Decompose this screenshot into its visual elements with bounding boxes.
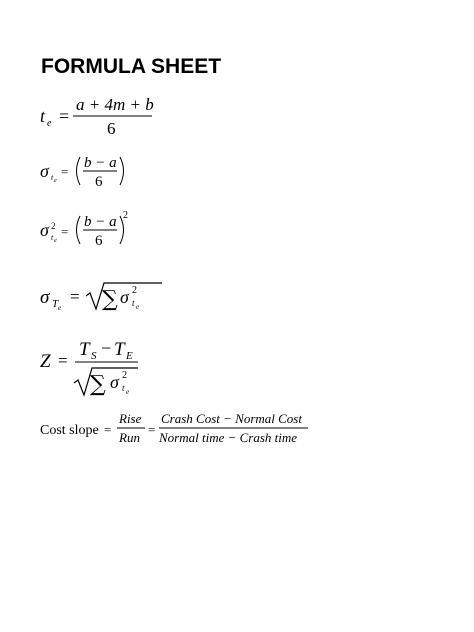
psd-inner-sub-sub: e xyxy=(136,303,140,311)
var-sub-sub: e xyxy=(54,238,57,244)
var-denominator: 6 xyxy=(95,233,103,249)
cs-label: Cost slope xyxy=(40,423,99,438)
cs-equals-1: = xyxy=(104,422,112,437)
z-num-s1: S xyxy=(91,350,97,362)
te-numerator: a + 4m + b xyxy=(76,95,154,114)
z-num-s2: E xyxy=(126,350,133,362)
z-num-minus: − xyxy=(101,338,112,358)
var-equals: = xyxy=(61,224,69,239)
psd-sigma: σ xyxy=(40,287,50,308)
z-equals: = xyxy=(58,351,68,370)
z-sum: ∑ xyxy=(90,372,106,397)
psd-sub-var: T xyxy=(52,298,59,310)
sd-sigma: σ xyxy=(40,161,49,181)
cs-equals-2: = xyxy=(148,422,156,437)
sd-denominator: 6 xyxy=(95,174,103,190)
te-lhs-sub: e xyxy=(47,118,52,129)
psd-inner-sub-var: t xyxy=(132,298,135,308)
cs-run: Run xyxy=(119,430,140,445)
var-sub-var: t xyxy=(51,233,54,242)
z-lhs: Z xyxy=(40,351,51,372)
var-outer-sup: 2 xyxy=(123,210,128,221)
z-inner-sup: 2 xyxy=(122,370,127,381)
z-inner-sub-sub: e xyxy=(126,388,130,396)
cs-numerator: Crash Cost − Normal Cost xyxy=(161,411,302,426)
te-equals: = xyxy=(59,106,70,126)
cs-denominator: Normal time − Crash time xyxy=(159,430,298,445)
sd-numerator: b − a xyxy=(84,155,117,171)
psd-inner-sigma: σ xyxy=(120,287,129,307)
psd-sub-sub: e xyxy=(58,304,62,312)
page-title: FORMULA SHEET xyxy=(41,55,222,78)
z-num-t1: T xyxy=(79,339,90,360)
te-denominator: 6 xyxy=(107,119,116,138)
psd-sum: ∑ xyxy=(102,287,118,312)
z-inner-sub-var: t xyxy=(122,383,125,393)
var-numerator: b − a xyxy=(84,214,117,230)
z-num-t2: T xyxy=(114,339,125,360)
var-sup: 2 xyxy=(51,221,56,231)
z-inner-sigma: σ xyxy=(110,372,119,392)
psd-inner-sup: 2 xyxy=(132,285,137,296)
cs-rise: Rise xyxy=(119,411,142,426)
var-sigma: σ xyxy=(40,220,49,240)
sd-equals: = xyxy=(61,164,69,179)
te-lhs-var: t xyxy=(40,106,46,126)
sd-sub-var: t xyxy=(51,173,54,182)
sd-sub-sub: e xyxy=(54,178,57,184)
psd-equals: = xyxy=(70,287,80,306)
